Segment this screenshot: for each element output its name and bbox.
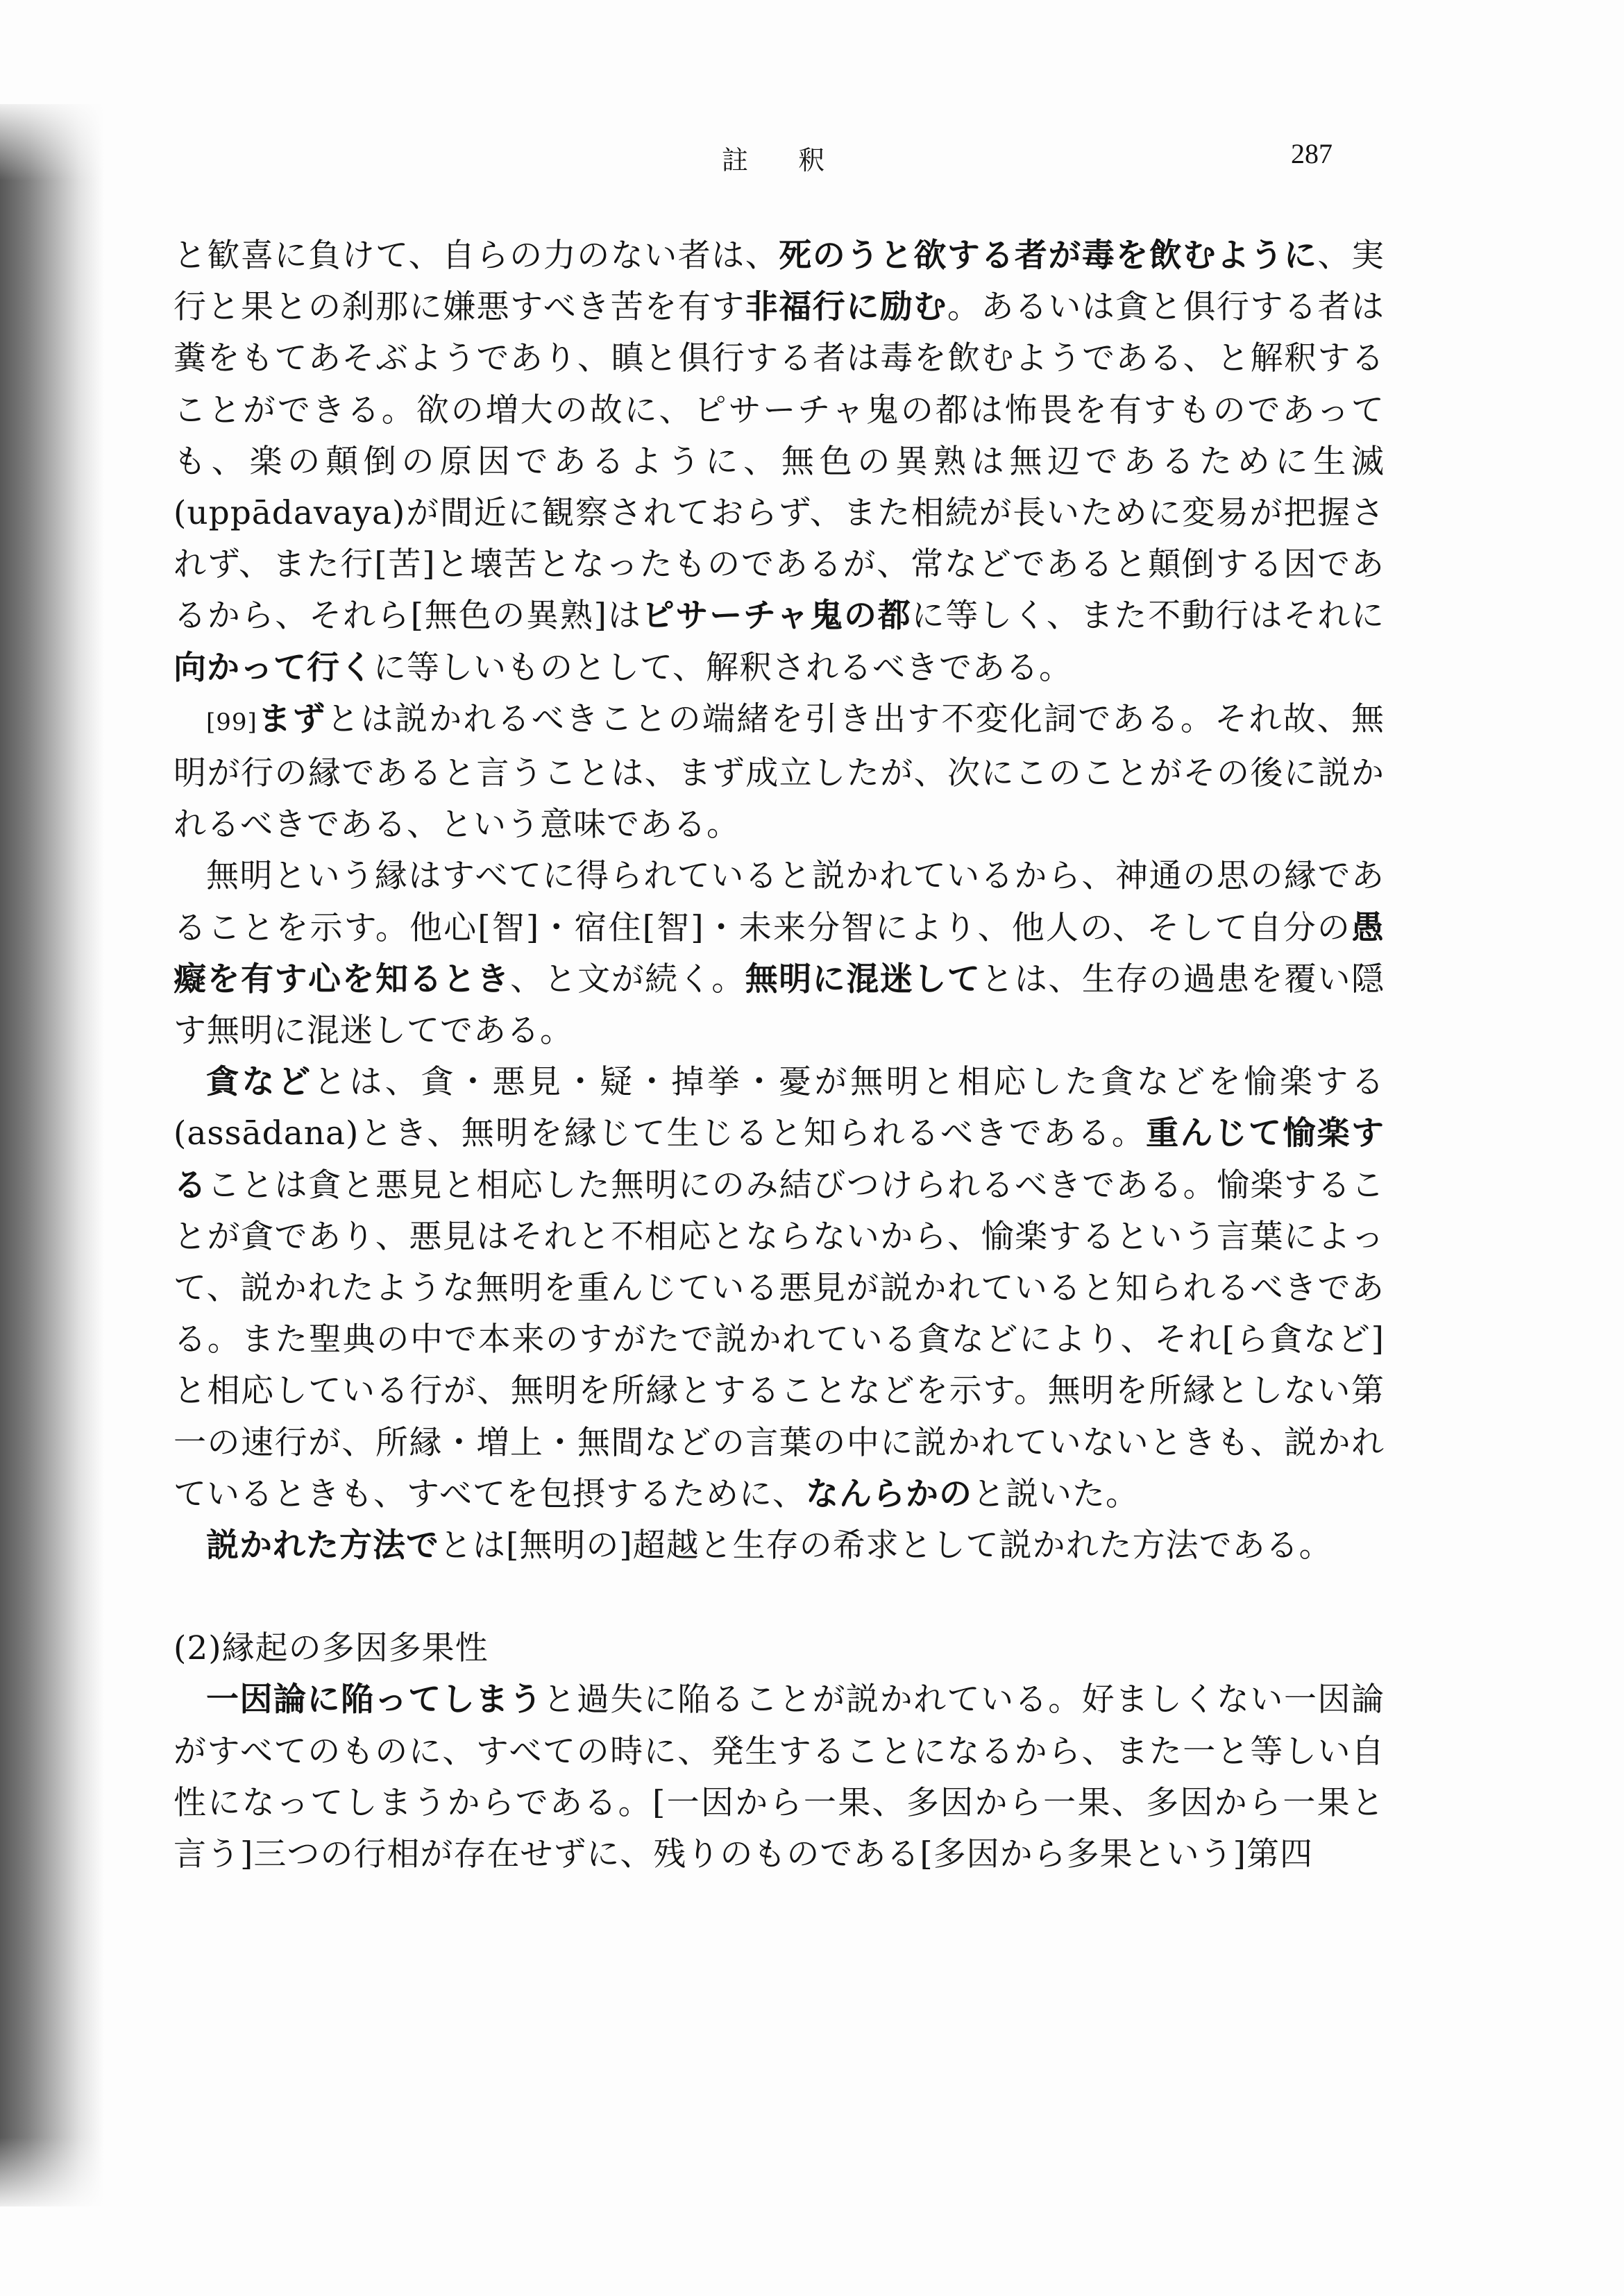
text-segment: に等しいものとして、解釈されるべきである。	[373, 648, 1073, 687]
text-segment: 。あるいは貪と俱行する者は糞をもてあそぶようであり、瞋と俱行する者は毒を飲むようである、と解釈することができる。欲の増大の故に、ピサーチャ鬼の都は怖畏を有すものであっても、楽の顛倒の原因であるように、無色の異熟は無辺であるために生滅(uppādavaya)が間近に観察されておらず、また相続が長いために変易が把握されず、また行[苦]と壊苦となったものであるが、常などであると顛倒する因であるから、それら[無色の異熟]は	[174, 288, 1385, 636]
spine-shadow	[0, 104, 104, 2206]
bold-term: 一因論に陥ってしまう	[206, 1681, 543, 1719]
bold-term: 死のうと欲する者が毒を飲むように	[779, 237, 1318, 275]
text-segment: と歓喜に負けて、自らの力のない者は、	[174, 237, 779, 275]
text-segment: に等しく、また不動行はそれに	[911, 597, 1385, 636]
text-segment: 無明という縁はすべてに得られていると説かれているから、神通の思の縁であることを示す。他心[智]・宿住[智]・未来分智により、他人の、そして自分の	[174, 857, 1385, 947]
text-segment: と説いた。	[972, 1474, 1140, 1513]
paragraph-2	[174, 694, 1385, 851]
bold-term: 非福行に励む	[745, 288, 947, 327]
bold-term: まず	[257, 699, 327, 738]
text-segment: ことは貪と悪見と相応した無明にのみ結びつけられるべきである。愉楽することが貪であり、悪見はそれと不相応とならないから、愉楽するという言葉によって、説かれたような無明を重んじている悪見が説かれていると知られるべきである。また聖典の中で本来のすがたで説かれている貪などにより、それ[ら貪など]と相応している行が、無明を所縁とすることなどを示す。無明を所縁としない第一の速行が、所縁・増上・無間などの言葉の中に説かれていないときも、説かれているときも、すべてを包摂するために、	[174, 1166, 1385, 1513]
running-head: 註 釈	[722, 145, 846, 176]
text-segment: 、と文が続く。	[510, 960, 745, 998]
paragraph-4	[174, 1057, 1385, 1520]
text-segment: とは、貪・悪見・疑・掉挙・憂が無明と相応した貪などを愉楽する(assādana)とき、無明を縁じて生じると知られるべきである。	[174, 1063, 1385, 1153]
bold-term: 愚癡を有す心を知るとき	[174, 908, 1385, 998]
bold-term: 説かれた方法で	[206, 1527, 439, 1565]
bold-term: 貪など	[206, 1063, 314, 1102]
bold-term: 重んじて愉楽する	[174, 1114, 1385, 1205]
paragraph-1	[174, 230, 1385, 694]
bold-term: 無明に混迷して	[745, 960, 981, 998]
bold-term: 向かって行く	[174, 648, 373, 687]
section-heading	[174, 1623, 1385, 1674]
bold-term: ピサーチャ鬼の都	[641, 597, 912, 636]
section-heading-text: (2)縁起の多因多果性	[174, 1629, 489, 1668]
page-number: 287	[1291, 138, 1333, 169]
paragraph-6	[174, 1674, 1385, 1880]
paragraph-reference-number: [99]	[206, 708, 257, 736]
text-segment: とは、生存の過患を覆い隠す無明に混迷してである。	[174, 960, 1385, 1051]
text-segment: 、実行と果との刹那に嫌悪すべき苦を有す	[174, 237, 1385, 327]
bold-term: なんらかの	[806, 1474, 973, 1513]
paragraph-5	[174, 1520, 1385, 1572]
paragraph-3	[174, 851, 1385, 1057]
spine-shadow-fade-bottom	[0, 2137, 118, 2213]
text-segment: とは[無明の]超越と生存の希求として説かれた方法である。	[439, 1527, 1333, 1565]
body-text	[174, 230, 1385, 1880]
spine-shadow-fade-top	[0, 97, 118, 180]
text-segment: と過失に陥ることが説かれている。好ましくない一因論がすべてのものに、すべての時に、発生することになるから、また一と等しい自性になってしまうからである。[一因から一果、多因から一果、多因から一果と言う]三つの行相が存在せずに、残りのものである[多因から多果という]第四	[174, 1681, 1385, 1874]
text-segment: とは説かれるべきことの端緒を引き出す不変化詞である。それ故、無明が行の縁であると言うことは、まず成立したが、次にこのことがその後に説かれるべきである、という意味である。	[174, 699, 1385, 844]
